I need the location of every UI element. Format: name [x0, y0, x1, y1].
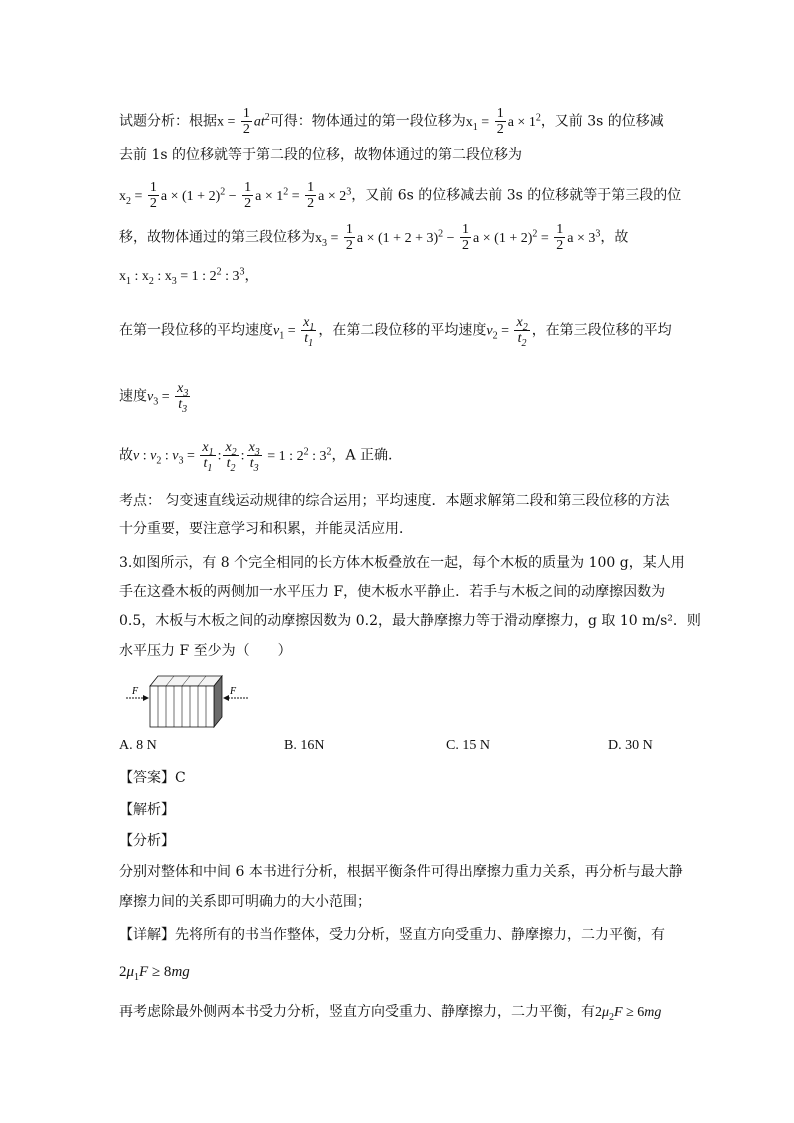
analysis-line-3: $x_2$ = $\frac{1}{2}$ $a \times (1 + 2)^2$ − $\frac{1}{2}$ $a \times 1^2$ = $\frac{1}{2}$ $a \times 2^3$，又前 6s 的位移减去前 3s 的位移就等于第三段的位 [119, 180, 682, 211]
analysis-line-6: 在第一段位移的平均速度$v_1$ = $\frac{x_1}{t_1}$ ，在第二段位移的平均速度$v_2$ = $\frac{x_2}{t_2}$ ，在第三段位移的平均 [119, 315, 672, 349]
text: 速度 [119, 388, 147, 405]
analysis-line-7: 速度$v_3$ = $\frac{x_3}{t_3}$ [119, 381, 189, 415]
question-line-2: 手在这叠木板的两侧加一水平压力 F，使木板水平静止．若手与木板之间的动摩擦因数为 [119, 584, 666, 600]
stacked-boards-figure [120, 672, 255, 732]
formula-1: $2\mu_1F \ge 8mg$ [119, 964, 190, 983]
xiangjie-line-1: 【详解】先将所有的书当作整体，受力分析，竖直方向受重力、静摩擦力，二力平衡，有 [119, 927, 665, 943]
option-a: A. 8 N [119, 738, 157, 753]
question-line-4: 水平压力 F 至少为（ ） [119, 643, 292, 659]
kaodian-line-2: 十分重要，要注意学习和积累，并能灵活应用． [119, 521, 413, 537]
analysis-line-1: 试题分析：根据x = $\frac{1}{2}$ $at^2$可得：物体通过的第一段位移为$x_1$ = $\frac{1}{2}$ $a \times 1^2$，又前 3s 的位移减 [119, 106, 664, 137]
option-c: C. 15 N [446, 738, 490, 753]
answer-line: 【答案】C [119, 770, 186, 786]
text: ，A 正确. [331, 447, 393, 464]
text: 移，故物体通过的第三段位移为 [119, 229, 315, 246]
text: 试题分析：根据 [119, 113, 217, 130]
analysis-line-8: 故v : $v_2$ : $v_3$ = $\frac{x_1}{t_1}$ : $\frac{x_2}{t_2}$ : $\frac{x_3}{t_3}$ = 1 : $2^2$ : $3^2$，A 正确. [119, 440, 393, 474]
text: 可得：物体通过的第一段位移为 [269, 113, 466, 130]
analysis-line-4: 移，故物体通过的第三段位移为$x_3$ = $\frac{1}{2}$ $a \times (1 + 2 + 3)^2$ − $\frac{1}{2}$ $a \times (1 + 2)^2$ = $\frac{1}{2}$ $a \times 3^3$，故 [119, 222, 629, 253]
option-d: D. 30 N [608, 738, 653, 753]
question-line-1: 3.如图所示，有 8 个完全相同的长方体木板叠放在一起，每个木板的质量为 100 g，某人用 [119, 555, 685, 571]
question-line-3: 0.5，木板与木板之间的动摩擦因数为 0.2，最大静摩擦力等于滑动摩擦力，g 取 10 m/s²．则 [119, 613, 701, 629]
analysis-line-2: 去前 1s 的位移就等于第二段的位移，故物体通过的第二段位移为 [119, 147, 522, 163]
analysis-line-5: $x_1$ : $x_2$ : $x_3 = 1$ : $2^2$ : $3^3$， [119, 266, 259, 287]
text: ，在第三段位移的平均 [531, 322, 672, 339]
text: 故 [119, 447, 133, 464]
fenxi-heading: 【分析】 [119, 833, 175, 849]
option-b: B. 16N [284, 738, 325, 753]
text: 在第一段位移的平均速度 [119, 322, 273, 339]
jiexi-heading: 【解析】 [119, 802, 175, 818]
force-label-left: F [132, 686, 139, 697]
text: ，又前 3s 的位移减 [540, 113, 664, 130]
text: ，在第二段位移的平均速度 [318, 322, 487, 339]
text: ，故 [600, 229, 629, 246]
force-label-right: F [230, 686, 237, 697]
fenxi-line-2: 摩擦力间的关系即可明确力的大小范围； [119, 894, 371, 910]
fenxi-line-1: 分别对整体和中间 6 本书进行分析，根据平衡条件可得出摩擦力重力关系，再分析与最大静 [119, 864, 683, 880]
xiangjie-line-3: 再考虑除最外侧两本书受力分析，竖直方向受重力、静摩擦力，二力平衡，有$2\mu_2F \ge 6mg$ [119, 1004, 662, 1023]
text: 再考虑除最外侧两本书受力分析，竖直方向受重力、静摩擦力，二力平衡，有 [119, 1004, 595, 1020]
text: ，又前 6s 的位移减去前 3s 的位移就等于第三段的位 [351, 187, 682, 204]
kaodian-line-1: 考点： 匀变速直线运动规律的综合运用；平均速度．本题求解第二段和第三段位移的方法 [119, 493, 670, 509]
